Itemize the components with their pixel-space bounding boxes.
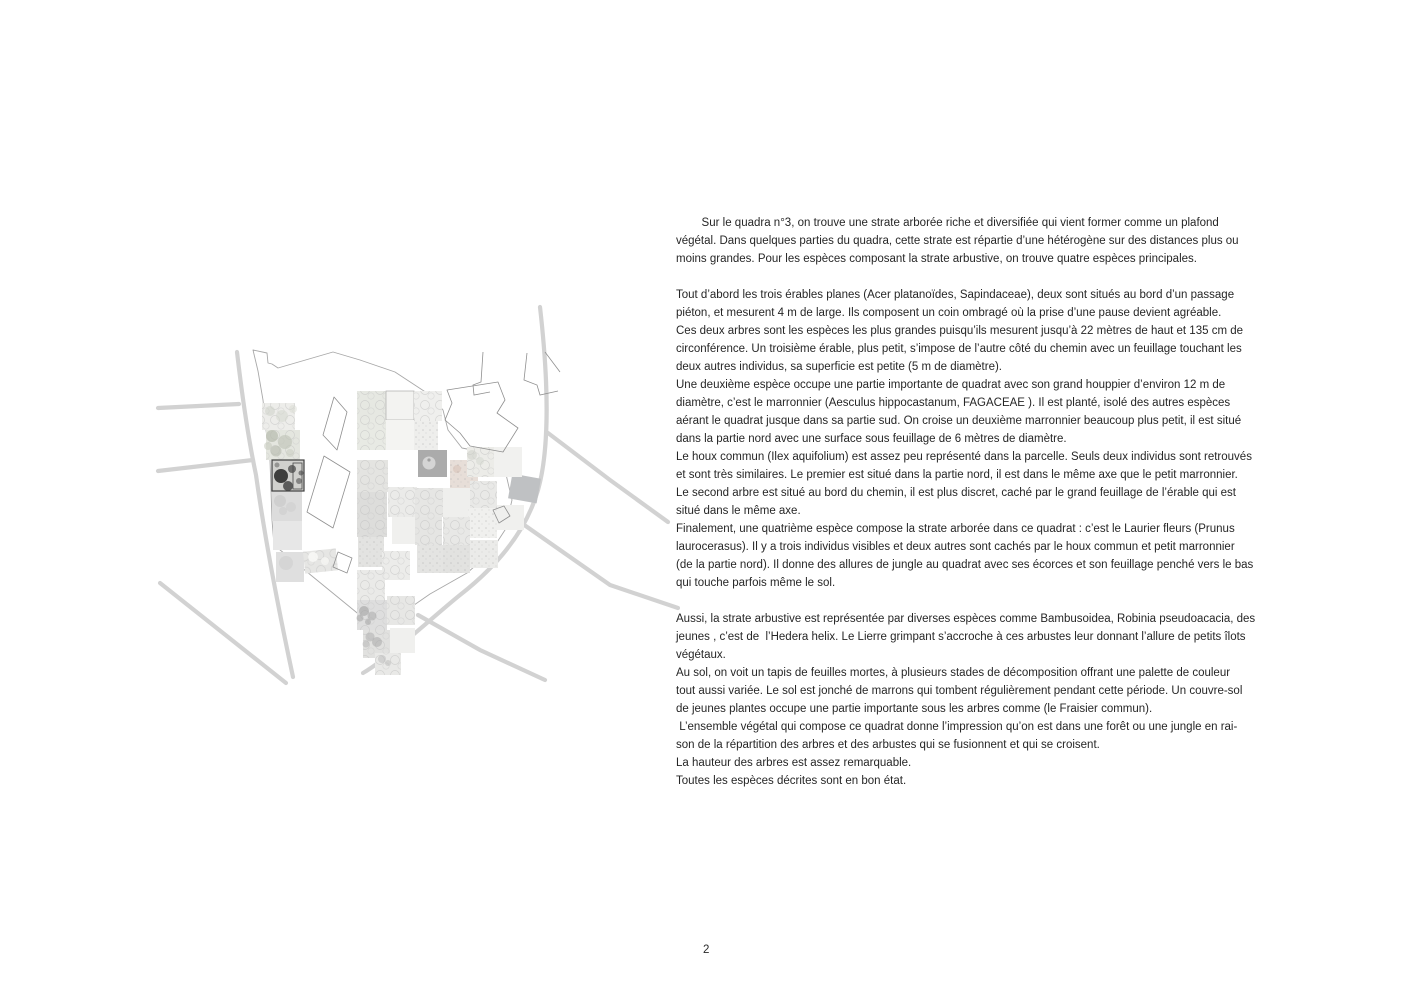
text-line: Tout d’abord les trois érables planes (Acer platanoïdes, Sapindaceae), deux sont situés au bord d’un passage — [676, 289, 1235, 301]
paragraph — [676, 610, 1356, 790]
text-line: dans la partie nord avec une surface sous feuillage de 6 mètres de diamètre. — [676, 433, 1067, 445]
text-line: végétal. Dans quelques parties du quadra, cette strate est répartie d’une hétérogène sur des distances plus ou — [676, 235, 1239, 247]
vegetation-blob — [476, 457, 484, 465]
quadrat-texture — [415, 517, 442, 545]
report-body — [676, 214, 1356, 790]
vegetation-blob — [266, 430, 278, 442]
vegetation-blob — [427, 458, 430, 461]
vegetation-blob — [378, 655, 386, 663]
vegetation-blob — [289, 405, 297, 413]
text-line: de jeunes plantes occupe une partie importante sous les arbres comme (le Fraisier commun). — [676, 703, 1153, 715]
quadrat-texture — [470, 481, 497, 510]
text-line: tout aussi variée. Le sol est jonché de marrons qui tombent régulièrement pendant cette période. Un couvre-sol — [676, 685, 1243, 697]
quadrat-texture — [303, 548, 338, 573]
text-line: Toutes les espèces décrites sont en bon état. — [676, 775, 907, 787]
paragraph — [676, 286, 1356, 592]
vegetation-blob — [271, 446, 282, 457]
quadrat-patch — [443, 488, 470, 517]
building-outline — [323, 397, 347, 450]
text-line: son de la répartition des arbres et des arbustes qui se fusionnent et qui se croisent. — [676, 739, 1100, 751]
quadrat-texture — [357, 492, 387, 537]
quadrat-patch — [392, 517, 418, 544]
quadrat-texture — [357, 460, 388, 492]
road — [158, 460, 253, 471]
quadrat-texture — [387, 596, 415, 625]
text-line: laurocerasus). Il y a trois individus visibles et deux autres sont cachés par le houx commun et petit marronnier — [676, 541, 1235, 553]
vegetation-blob — [467, 450, 477, 460]
vegetation-blob — [274, 495, 286, 507]
text-line: aérant le quadrat jusque dans sa partie sud. On croise un deuxième marronnier beaucoup plus petit, il est situé — [676, 415, 1242, 427]
text-line: La hauteur des arbres est assez remarquable. — [676, 757, 912, 769]
quadrat-patch — [386, 391, 414, 420]
text-line: Le second arbre est situé au bord du chemin, il est plus discret, caché par le grand feuillage de l’érable qui est — [676, 487, 1236, 499]
text-line: Au sol, on voit un tapis de feuilles mortes, à plusieurs stades de décomposition offrant une palette de couleur — [676, 667, 1231, 679]
quadrat-texture — [357, 391, 386, 420]
text-line: situé dans le même axe. — [676, 505, 801, 517]
text-line: Ces deux arbres sont les espèces les plus grandes puisqu’ils mesurent jusqu’à 22 mètres de haut et 135 cm de — [676, 325, 1244, 337]
quadrats-layer — [262, 391, 541, 675]
vegetation-blob — [276, 410, 288, 422]
text-line: et sont très similaires. Le premier est situé dans la partie nord, il est dans le même axe que le petit marronnier. — [676, 469, 1238, 481]
text-line: Finalement, une quatrième espèce compose la strate arborée dans ce quadrat : c’est le Laurier fleurs (Prunus — [676, 523, 1235, 535]
site-map-figure — [120, 295, 680, 715]
vegetation-blob — [365, 619, 371, 625]
text-line: moins grandes. Pour les espèces composant la strate arbustive, on trouve quatre espèces principales. — [676, 253, 1197, 265]
road — [160, 583, 286, 683]
text-line: deux autres individus, sa superficie est petite (5 m de diamètre). — [676, 361, 1002, 373]
vegetation-blob — [359, 606, 369, 616]
quadrat-3-tree — [275, 463, 280, 468]
road — [520, 522, 678, 608]
text-line: végétaux. — [676, 649, 726, 661]
vegetation-blob — [372, 637, 382, 647]
quadrat-patch — [508, 474, 541, 504]
quadrat-texture — [470, 540, 498, 568]
quadrat-patch — [386, 420, 414, 450]
vegetation-blob — [279, 556, 293, 570]
quadrat-patch — [273, 521, 302, 550]
text-line: qui touche parfois même le sol. — [676, 577, 836, 589]
text-line: Une deuxième espèce occupe une partie importante de quadrat avec son grand houppier d’environ 12 m de — [676, 379, 1226, 391]
quadrat-texture — [443, 517, 470, 545]
vegetation-blob — [363, 641, 370, 648]
vegetation-blob — [286, 449, 294, 457]
quadrat-3-tree — [274, 469, 288, 483]
text-line: diamètre, c’est le marronnier (Aesculus hippocastanum, FAGACEAE ). Il est planté, isolé des autres espèces — [676, 397, 1231, 409]
vegetation-blob — [321, 557, 329, 565]
quadrat-texture — [417, 545, 443, 573]
quadrat-texture — [358, 537, 384, 567]
quadrat-3-tree — [296, 478, 302, 484]
vegetation-blob — [385, 660, 391, 666]
building-edge — [524, 353, 558, 395]
text-line: Sur le quadra n°3, on trouve une strate arborée riche et diversifiée qui vient former comme un plafond — [676, 217, 1219, 229]
vegetation-blob — [278, 435, 292, 449]
text-line: piéton, et mesurent 4 m de large. Ils composent un coin ombragé où la prise d’une pause devient agréable. — [676, 307, 1222, 319]
quadrat-3-tree — [288, 465, 296, 473]
quadrat-patch — [497, 505, 524, 530]
road — [418, 615, 545, 680]
vegetation-blob — [264, 442, 272, 450]
vegetation-blob — [265, 406, 275, 416]
quadrat-texture — [468, 508, 497, 538]
text-line: Le houx commun (Ilex aquifolium) est assez peu représenté dans la parcelle. Seuls deux individus sont retrouvés — [676, 451, 1252, 463]
vegetation-blob — [308, 552, 318, 562]
quadrat-texture — [357, 570, 385, 600]
quadrat-patch — [390, 628, 415, 653]
quadrat-3-tree — [283, 481, 293, 491]
quadrat-3-highlight — [272, 460, 304, 491]
building-edge — [473, 352, 490, 395]
road — [548, 433, 668, 522]
quadrat-texture — [382, 551, 410, 580]
text-line: Aussi, la strate arbustive est représentée par diverses espèces comme Bambusoidea, Robinia pseudoacacia, des — [676, 613, 1256, 625]
text-line: (de la partie nord). Il donne des allures de jungle au quadrat avec ses écorces et son feuillage penché vers le bas — [676, 559, 1254, 571]
quadrat-texture — [357, 420, 386, 450]
quadrat-texture — [415, 488, 443, 517]
page-number: 2 — [703, 944, 710, 956]
text-line: jeunes , c’est de l’Hedera helix. Le Lierre grimpant s’accroche à ces arbustes leur donnant l’allure de petits îlots — [676, 631, 1246, 643]
building-outline — [307, 456, 350, 528]
building-outline — [445, 382, 518, 452]
quadrat-texture — [388, 487, 417, 517]
road — [158, 404, 239, 408]
quadrat-texture — [414, 421, 438, 450]
paragraph — [676, 214, 1356, 268]
vegetation-blob — [286, 502, 296, 512]
quadrat-texture — [443, 545, 470, 573]
vegetation-blob — [357, 615, 364, 622]
vegetation-blob — [453, 465, 461, 473]
text-line: circonférence. Un troisième érable, plus petit, s’impose de l’autre côté du chemin avec un feuillage touchant les — [676, 343, 1242, 355]
vegetation-blob — [279, 507, 287, 515]
quadrat-3-tree — [299, 471, 304, 476]
quadrat-texture — [414, 391, 442, 421]
text-line: L’ensemble végétal qui compose ce quadrat donne l’impression qu’on est dans une forêt ou une jungle en rai- — [676, 721, 1238, 733]
